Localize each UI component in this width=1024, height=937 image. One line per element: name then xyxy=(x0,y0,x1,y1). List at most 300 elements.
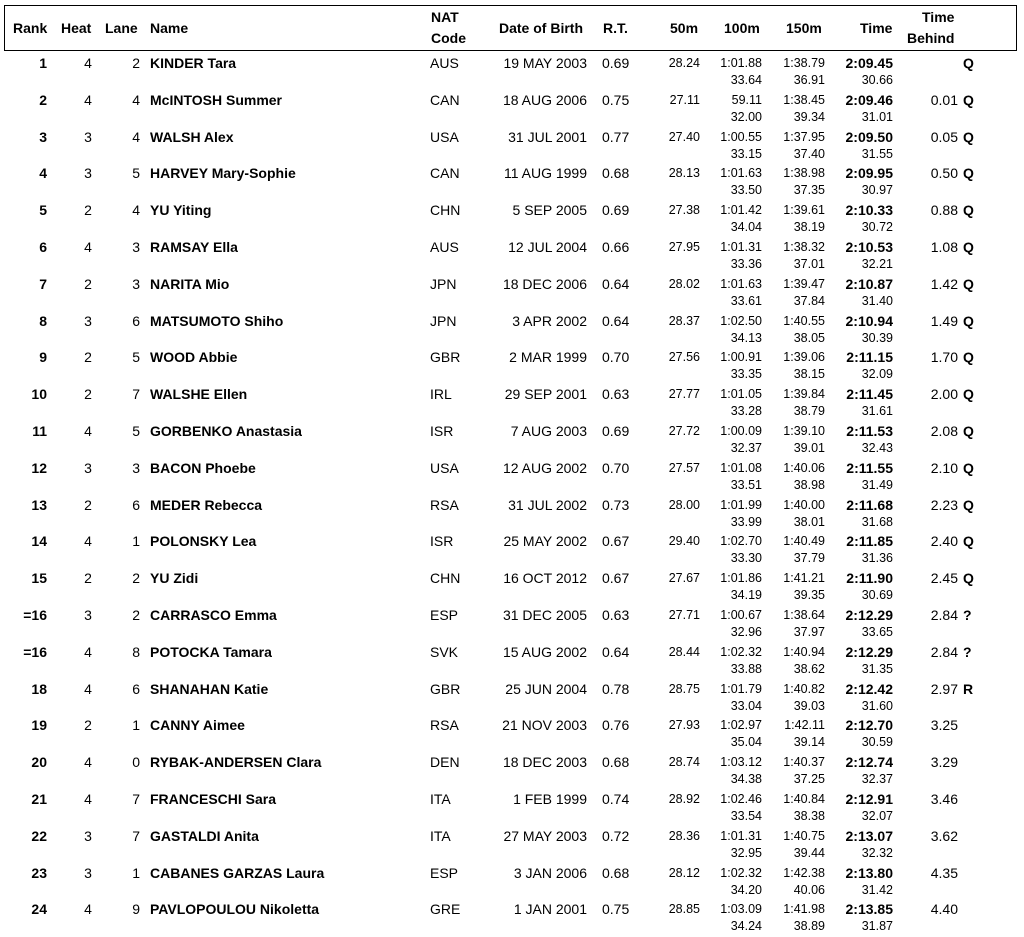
lap-split-150m: 38.05 xyxy=(793,330,825,345)
nat-code: ITA xyxy=(430,791,451,807)
split-50m: 28.24 xyxy=(668,56,700,70)
swimmer-name: WOOD Abbie xyxy=(150,349,238,366)
final-time: 2:10.94 xyxy=(845,312,893,329)
qualification-mark: Q xyxy=(963,386,974,403)
reaction-time: 0.72 xyxy=(602,827,630,844)
split-100m: 1:00.55 xyxy=(720,129,762,144)
date-of-birth: 29 SEP 2001 xyxy=(504,386,587,403)
lap-split-150m: 37.01 xyxy=(793,257,825,271)
header-reaction-time: R.T. xyxy=(603,20,628,36)
lane-cell: 6 xyxy=(132,312,140,329)
time-behind: 4.35 xyxy=(930,864,958,881)
final-time: 2:12.91 xyxy=(845,791,893,807)
lane-cell: 5 xyxy=(132,165,140,182)
qualification-mark: Q xyxy=(963,570,974,587)
qualification-mark: Q xyxy=(963,349,974,366)
result-row xyxy=(0,496,1024,533)
lap-split-150m: 38.15 xyxy=(793,367,825,382)
reaction-time: 0.68 xyxy=(602,864,630,881)
lane-cell: 6 xyxy=(132,680,140,697)
time-behind: 0.01 xyxy=(930,91,958,108)
result-row xyxy=(0,606,1024,643)
lane-cell: 5 xyxy=(132,349,140,366)
lap-split-final: 31.36 xyxy=(861,551,893,566)
date-of-birth: 3 JAN 2006 xyxy=(513,864,587,881)
split-100m: 1:00.91 xyxy=(720,350,762,365)
lane-cell: 2 xyxy=(132,570,140,587)
lane-cell: 4 xyxy=(132,91,140,108)
rank-cell: 10 xyxy=(31,386,47,403)
time-behind: 3.25 xyxy=(930,717,958,734)
nat-code: GBR xyxy=(430,680,461,697)
lap-split-100m: 33.61 xyxy=(730,293,762,308)
lap-split-100m: 32.37 xyxy=(730,441,762,455)
rank-cell: 6 xyxy=(39,239,47,255)
nat-code: DEN xyxy=(430,754,460,771)
nat-code: ESP xyxy=(430,607,459,623)
swimmer-name: WALSHE Ellen xyxy=(150,386,248,403)
date-of-birth: 18 DEC 2006 xyxy=(502,275,587,292)
nat-code: CHN xyxy=(430,202,461,219)
qualification-mark: Q xyxy=(963,239,974,255)
qualification-mark: ? xyxy=(963,607,972,623)
time-behind: 3.62 xyxy=(930,827,958,844)
rank-cell: 3 xyxy=(39,128,47,145)
swimmer-name: WALSH Alex xyxy=(150,128,234,145)
split-50m: 29.40 xyxy=(668,534,700,549)
heat-cell: 2 xyxy=(84,570,92,587)
split-50m: 27.71 xyxy=(668,608,700,622)
nat-code: ITA xyxy=(430,827,451,844)
split-150m: 1:40.82 xyxy=(783,681,825,696)
final-time: 2:12.74 xyxy=(845,754,893,771)
date-of-birth: 1 JAN 2001 xyxy=(513,901,587,918)
split-100m: 1:02.32 xyxy=(720,865,762,880)
final-time: 2:11.53 xyxy=(846,423,893,439)
split-50m: 27.40 xyxy=(668,129,700,144)
date-of-birth: 16 OCT 2012 xyxy=(503,570,587,587)
date-of-birth: 31 JUL 2002 xyxy=(508,496,587,513)
reaction-time: 0.73 xyxy=(602,496,630,513)
split-150m: 1:39.84 xyxy=(783,387,825,402)
split-150m: 1:39.47 xyxy=(783,276,825,291)
split-150m: 1:40.55 xyxy=(783,313,825,328)
final-time: 2:12.29 xyxy=(845,643,893,660)
qualification-mark: Q xyxy=(963,423,974,439)
final-time: 2:09.95 xyxy=(845,165,893,182)
lap-split-100m: 34.04 xyxy=(730,220,762,235)
date-of-birth: 12 JUL 2004 xyxy=(508,239,587,255)
lane-cell: 1 xyxy=(132,533,140,550)
result-row xyxy=(0,348,1024,385)
split-150m: 1:40.49 xyxy=(783,534,825,549)
swimmer-name: CABANES GARZAS Laura xyxy=(150,864,325,881)
reaction-time: 0.63 xyxy=(602,607,630,623)
date-of-birth: 1 FEB 1999 xyxy=(513,791,587,807)
date-of-birth: 19 MAY 2003 xyxy=(503,55,587,71)
header-behind-line1: Time xyxy=(922,9,955,25)
split-100m: 1:00.67 xyxy=(720,608,762,622)
final-time: 2:12.70 xyxy=(845,717,893,734)
nat-code: GBR xyxy=(430,349,461,366)
date-of-birth: 7 AUG 2003 xyxy=(510,423,587,439)
lap-split-150m: 37.40 xyxy=(793,146,825,161)
time-behind: 2.84 xyxy=(930,607,958,623)
split-100m: 1:01.08 xyxy=(720,460,762,475)
qualification-mark: Q xyxy=(963,91,974,108)
nat-code: ISR xyxy=(430,533,454,550)
time-behind: 2.00 xyxy=(930,386,958,403)
split-50m: 28.92 xyxy=(668,792,700,806)
qualification-mark: R xyxy=(963,680,974,697)
result-row xyxy=(0,790,1024,827)
heat-cell: 4 xyxy=(84,55,92,71)
lap-split-final: 31.49 xyxy=(861,477,893,492)
time-behind: 1.42 xyxy=(930,275,958,292)
reaction-time: 0.66 xyxy=(602,239,630,255)
result-row xyxy=(0,753,1024,790)
swimmer-name: RYBAK-ANDERSEN Clara xyxy=(150,754,322,771)
lap-split-final: 31.60 xyxy=(861,698,893,713)
lap-split-150m: 38.79 xyxy=(793,404,825,419)
date-of-birth: 18 AUG 2006 xyxy=(502,91,587,108)
split-150m: 1:40.94 xyxy=(783,644,825,659)
header-date-of-birth: Date of Birth xyxy=(499,20,583,36)
lap-split-final: 31.42 xyxy=(861,882,893,897)
final-time: 2:09.45 xyxy=(845,55,893,71)
lap-split-150m: 39.35 xyxy=(793,588,825,603)
rank-cell: 23 xyxy=(31,864,47,881)
result-row xyxy=(0,164,1024,201)
reaction-time: 0.69 xyxy=(602,55,630,71)
rank-cell: 12 xyxy=(31,459,47,476)
result-row xyxy=(0,275,1024,312)
lap-split-final: 32.07 xyxy=(861,809,893,823)
lane-cell: 9 xyxy=(132,901,140,918)
nat-code: JPN xyxy=(430,312,457,329)
reaction-time: 0.68 xyxy=(602,754,630,771)
heat-cell: 3 xyxy=(84,128,92,145)
swimmer-name: SHANAHAN Katie xyxy=(150,680,269,697)
lap-split-final: 33.65 xyxy=(861,625,893,639)
lap-split-150m: 40.06 xyxy=(793,882,825,897)
time-behind: 2.97 xyxy=(930,680,958,697)
final-time: 2:10.87 xyxy=(845,275,893,292)
split-100m: 1:02.50 xyxy=(720,313,762,328)
result-row xyxy=(0,716,1024,753)
heat-cell: 3 xyxy=(84,864,92,881)
final-time: 2:11.45 xyxy=(846,386,893,403)
heat-cell: 3 xyxy=(84,165,92,182)
nat-code: IRL xyxy=(430,386,452,403)
result-row xyxy=(0,91,1024,128)
lap-split-final: 31.01 xyxy=(861,109,893,124)
nat-code: ESP xyxy=(430,864,459,881)
split-50m: 27.38 xyxy=(668,203,700,218)
lap-split-150m: 39.34 xyxy=(793,109,825,124)
final-time: 2:12.29 xyxy=(845,607,893,623)
header-split-150m: 150m xyxy=(786,20,822,36)
rank-cell: 9 xyxy=(39,349,47,366)
final-time: 2:13.85 xyxy=(845,901,893,918)
nat-code: RSA xyxy=(430,717,459,734)
split-50m: 27.95 xyxy=(668,240,700,254)
lap-split-150m: 38.89 xyxy=(793,919,825,934)
swimmer-name: GORBENKO Anastasia xyxy=(150,423,302,439)
nat-code: JPN xyxy=(430,275,457,292)
lap-split-150m: 38.62 xyxy=(793,661,825,676)
time-behind: 2.08 xyxy=(930,423,958,439)
result-row xyxy=(0,569,1024,606)
reaction-time: 0.67 xyxy=(602,533,630,550)
swimmer-name: FRANCESCHI Sara xyxy=(150,791,277,807)
lap-split-100m: 33.15 xyxy=(730,146,762,161)
split-150m: 1:38.79 xyxy=(783,56,825,70)
reaction-time: 0.75 xyxy=(602,91,630,108)
result-row xyxy=(0,422,1024,459)
lap-split-final: 31.68 xyxy=(861,514,893,529)
lane-cell: 2 xyxy=(132,607,140,623)
lane-cell: 4 xyxy=(132,128,140,145)
reaction-time: 0.63 xyxy=(602,386,630,403)
split-50m: 27.77 xyxy=(668,387,700,402)
split-150m: 1:40.75 xyxy=(783,828,825,843)
qualification-mark: Q xyxy=(963,202,974,219)
rank-cell: 21 xyxy=(31,791,47,807)
lap-split-100m: 33.04 xyxy=(730,698,762,713)
split-50m: 28.36 xyxy=(668,828,700,843)
rank-cell: 4 xyxy=(39,165,47,182)
lap-split-final: 31.87 xyxy=(861,919,893,934)
lap-split-150m: 39.03 xyxy=(793,698,825,713)
date-of-birth: 15 AUG 2002 xyxy=(502,643,587,660)
lap-split-100m: 33.36 xyxy=(730,257,762,271)
heat-cell: 2 xyxy=(84,496,92,513)
swimmer-name: McINTOSH Summer xyxy=(150,91,282,108)
lap-split-final: 31.40 xyxy=(861,293,893,308)
reaction-time: 0.78 xyxy=(602,680,630,697)
lap-split-100m: 33.51 xyxy=(730,477,762,492)
time-behind: 2.40 xyxy=(930,533,958,550)
result-row xyxy=(0,532,1024,569)
time-behind: 2.10 xyxy=(930,459,958,476)
split-50m: 28.00 xyxy=(668,497,700,512)
swimmer-name: PAVLOPOULOU Nikoletta xyxy=(150,901,320,918)
lane-cell: 7 xyxy=(132,827,140,844)
date-of-birth: 11 AUG 1999 xyxy=(503,165,587,182)
result-row xyxy=(0,128,1024,165)
nat-code: CAN xyxy=(430,91,460,108)
split-100m: 1:01.31 xyxy=(720,240,762,254)
split-150m: 1:41.98 xyxy=(783,902,825,917)
date-of-birth: 21 NOV 2003 xyxy=(502,717,587,734)
swimmer-name: BACON Phoebe xyxy=(150,459,256,476)
heat-cell: 2 xyxy=(84,349,92,366)
split-100m: 1:03.12 xyxy=(720,755,762,770)
lap-split-150m: 39.44 xyxy=(793,845,825,860)
heat-cell: 4 xyxy=(84,643,92,660)
time-behind: 1.70 xyxy=(930,349,958,366)
heat-cell: 4 xyxy=(84,791,92,807)
nat-code: ISR xyxy=(430,423,454,439)
heat-cell: 3 xyxy=(84,827,92,844)
swimmer-name: RAMSAY Ella xyxy=(150,239,238,255)
time-behind: 4.40 xyxy=(930,901,958,918)
swimmer-name: CARRASCO Emma xyxy=(150,607,277,623)
split-150m: 1:37.95 xyxy=(783,129,825,144)
time-behind: 1.49 xyxy=(930,312,958,329)
split-100m: 1:01.63 xyxy=(720,276,762,291)
lap-split-100m: 33.88 xyxy=(730,661,762,676)
lane-cell: 1 xyxy=(132,864,140,881)
swimmer-name: HARVEY Mary-Sophie xyxy=(150,165,296,182)
nat-code: AUS xyxy=(430,239,459,255)
split-150m: 1:40.06 xyxy=(783,460,825,475)
date-of-birth: 2 MAR 1999 xyxy=(509,349,587,366)
reaction-time: 0.64 xyxy=(602,643,630,660)
header-time: Time xyxy=(860,20,893,36)
lane-cell: 7 xyxy=(132,791,140,807)
lap-split-150m: 38.98 xyxy=(793,477,825,492)
swimmer-name: YU Zidi xyxy=(150,570,199,587)
header-behind-line2: Behind xyxy=(907,30,955,46)
reaction-time: 0.75 xyxy=(602,901,630,918)
header-nat-line2: Code xyxy=(431,30,466,46)
split-50m: 28.37 xyxy=(668,313,700,328)
reaction-time: 0.64 xyxy=(602,312,630,329)
split-50m: 27.72 xyxy=(668,424,700,438)
split-150m: 1:40.00 xyxy=(783,497,825,512)
lane-cell: 8 xyxy=(132,643,140,660)
split-50m: 28.85 xyxy=(668,902,700,917)
split-100m: 1:02.46 xyxy=(720,792,762,806)
result-row xyxy=(0,54,1024,91)
rank-cell: =16 xyxy=(23,643,47,660)
lane-cell: 3 xyxy=(132,275,140,292)
nat-code: SVK xyxy=(430,643,459,660)
lap-split-150m: 39.14 xyxy=(793,735,825,750)
nat-code: USA xyxy=(430,459,459,476)
heat-cell: 3 xyxy=(84,312,92,329)
lap-split-final: 30.59 xyxy=(861,735,893,750)
heat-cell: 4 xyxy=(84,533,92,550)
lap-split-100m: 33.28 xyxy=(730,404,762,419)
reaction-time: 0.69 xyxy=(602,202,630,219)
split-100m: 1:01.05 xyxy=(720,387,762,402)
split-50m: 27.56 xyxy=(668,350,700,365)
reaction-time: 0.74 xyxy=(602,791,630,807)
date-of-birth: 3 APR 2002 xyxy=(512,312,587,329)
lane-cell: 4 xyxy=(132,202,140,219)
reaction-time: 0.69 xyxy=(602,423,630,439)
lap-split-100m: 33.99 xyxy=(730,514,762,529)
result-row xyxy=(0,680,1024,717)
split-100m: 1:01.63 xyxy=(720,166,762,181)
heat-cell: 4 xyxy=(84,423,92,439)
rank-cell: 20 xyxy=(31,754,47,771)
lap-split-100m: 33.64 xyxy=(730,73,762,87)
nat-code: RSA xyxy=(430,496,459,513)
header-split-50m: 50m xyxy=(670,20,699,36)
lap-split-100m: 35.04 xyxy=(730,735,762,750)
final-time: 2:09.50 xyxy=(845,128,893,145)
date-of-birth: 31 JUL 2001 xyxy=(508,128,587,145)
split-50m: 27.67 xyxy=(668,571,700,586)
lap-split-final: 32.37 xyxy=(861,772,893,787)
swimmer-name: GASTALDI Anita xyxy=(150,827,259,844)
split-50m: 28.13 xyxy=(668,166,700,181)
split-150m: 1:42.11 xyxy=(784,718,825,733)
split-100m: 1:01.42 xyxy=(720,203,762,218)
rank-cell: 8 xyxy=(39,312,47,329)
lane-cell: 3 xyxy=(132,239,140,255)
split-50m: 28.74 xyxy=(668,755,700,770)
swimmer-name: MEDER Rebecca xyxy=(150,496,263,513)
lap-split-final: 31.35 xyxy=(861,661,893,676)
split-150m: 1:39.06 xyxy=(783,350,825,365)
split-100m: 1:01.86 xyxy=(720,571,762,586)
split-150m: 1:42.38 xyxy=(783,865,825,880)
lap-split-150m: 36.91 xyxy=(793,73,825,87)
qualification-mark: Q xyxy=(963,312,974,329)
heat-cell: 2 xyxy=(84,386,92,403)
time-behind: 2.23 xyxy=(930,496,958,513)
rank-cell: 24 xyxy=(31,901,47,918)
date-of-birth: 31 DEC 2005 xyxy=(502,607,587,623)
lap-split-final: 31.61 xyxy=(861,404,893,419)
time-behind: 2.45 xyxy=(930,570,958,587)
nat-code: CHN xyxy=(430,570,461,587)
time-behind: 3.46 xyxy=(930,791,958,807)
split-100m: 1:02.70 xyxy=(720,534,762,549)
time-behind: 0.50 xyxy=(930,165,958,182)
split-50m: 27.57 xyxy=(668,460,700,475)
date-of-birth: 5 SEP 2005 xyxy=(512,202,587,219)
qualification-mark: Q xyxy=(963,459,974,476)
qualification-mark: Q xyxy=(963,496,974,513)
swimmer-name: YU Yiting xyxy=(150,202,212,219)
lap-split-150m: 37.25 xyxy=(793,772,825,787)
split-100m: 1:02.97 xyxy=(720,718,762,733)
split-100m: 1:01.88 xyxy=(720,56,762,70)
date-of-birth: 18 DEC 2003 xyxy=(502,754,587,771)
qualification-mark: Q xyxy=(963,128,974,145)
rank-cell: 13 xyxy=(31,496,47,513)
split-150m: 1:39.10 xyxy=(783,424,825,438)
time-behind: 1.08 xyxy=(930,239,958,255)
rank-cell: 19 xyxy=(31,717,47,734)
header-heat: Heat xyxy=(61,20,92,36)
swimmer-name: NARITA Mio xyxy=(150,275,230,292)
rank-cell: 15 xyxy=(31,570,47,587)
rank-cell: 7 xyxy=(39,275,47,292)
split-100m: 1:01.99 xyxy=(720,497,762,512)
split-50m: 28.02 xyxy=(668,276,700,291)
lap-split-100m: 33.50 xyxy=(730,183,762,198)
lap-split-100m: 33.30 xyxy=(730,551,762,566)
lane-cell: 6 xyxy=(132,496,140,513)
header-rank: Rank xyxy=(13,20,48,36)
split-150m: 1:39.61 xyxy=(783,203,825,218)
reaction-time: 0.76 xyxy=(602,717,630,734)
time-behind: 0.88 xyxy=(930,202,958,219)
split-100m: 1:00.09 xyxy=(720,424,762,438)
rank-cell: 18 xyxy=(31,680,47,697)
qualification-mark: Q xyxy=(963,533,974,550)
final-time: 2:12.42 xyxy=(845,680,893,697)
split-150m: 1:38.64 xyxy=(783,608,825,622)
lap-split-150m: 37.84 xyxy=(793,293,825,308)
